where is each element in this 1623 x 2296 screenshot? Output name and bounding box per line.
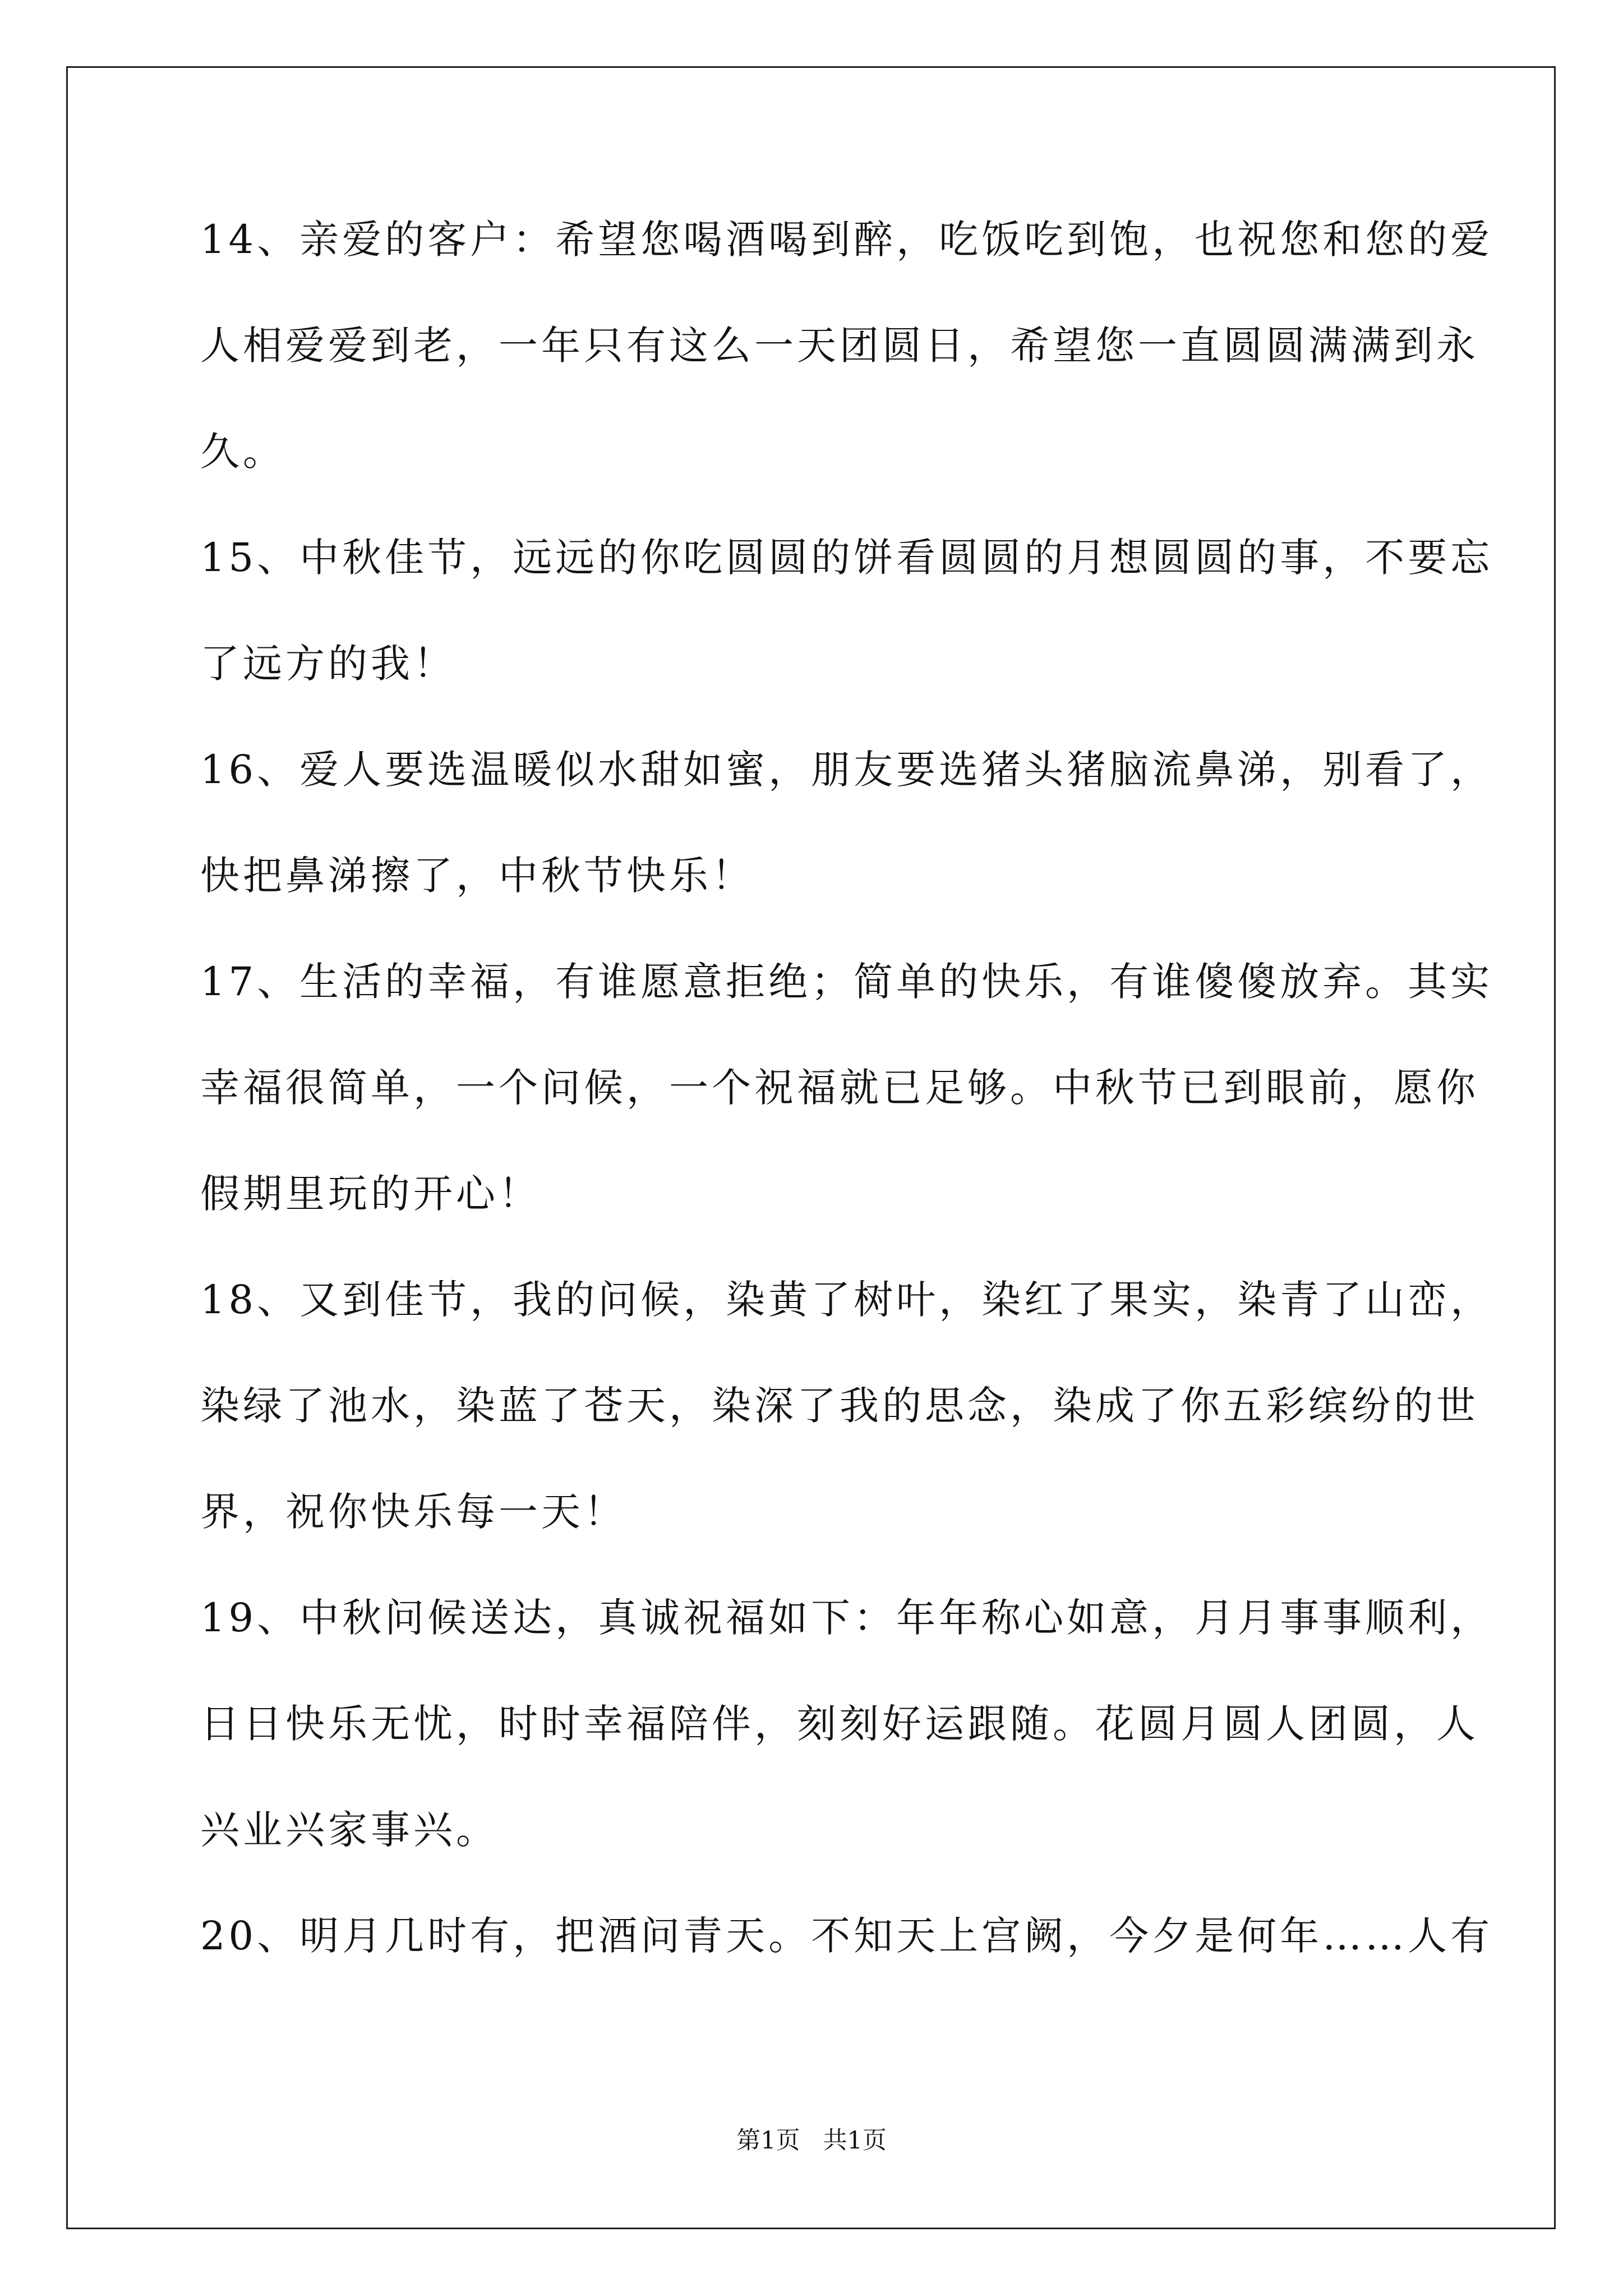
text-line: 14、亲爱的客户：希望您喝酒喝到醉，吃饭吃到饱，也祝您和您的爱 bbox=[200, 217, 1493, 263]
text-line: 界，祝你快乐每一天！ bbox=[200, 1489, 626, 1535]
text-line: 18、又到佳节，我的问候，染黄了树叶，染红了果实，染青了山峦， bbox=[200, 1277, 1493, 1323]
text-line: 久。 bbox=[200, 429, 285, 475]
text-line: 19、中秋问候送达，真诚祝福如下：年年称心如意，月月事事顺利， bbox=[200, 1595, 1493, 1641]
text-line: 快把鼻涕擦了，中秋节快乐！ bbox=[200, 853, 754, 899]
document-body bbox=[200, 217, 1493, 2022]
text-line: 15、中秋佳节，远远的你吃圆圆的饼看圆圆的月想圆圆的事，不要忘 bbox=[200, 535, 1493, 581]
text-line: 日日快乐无忧，时时幸福陪伴，刻刻好运跟随。花圆月圆人团圆，人 bbox=[200, 1701, 1479, 1747]
page-number-footer: 第1页 共1页 bbox=[736, 2127, 887, 2155]
text-line: 17、生活的幸福，有谁愿意拒绝；简单的快乐，有谁傻傻放弃。其实 bbox=[200, 959, 1493, 1005]
text-line: 16、爱人要选温暖似水甜如蜜，朋友要选猪头猪脑流鼻涕，别看了， bbox=[200, 747, 1493, 793]
text-line: 染绿了池水，染蓝了苍天，染深了我的思念，染成了你五彩缤纷的世 bbox=[200, 1383, 1479, 1429]
text-line: 兴业兴家事兴。 bbox=[200, 1807, 499, 1853]
text-line: 假期里玩的开心！ bbox=[200, 1171, 541, 1217]
text-line: 20、明月几时有，把酒问青天。不知天上宫阙，今夕是何年……人有 bbox=[200, 1913, 1493, 1959]
text-line: 人相爱爱到老，一年只有这么一天团圆日，希望您一直圆圆满满到永 bbox=[200, 323, 1479, 369]
text-line: 了远方的我！ bbox=[200, 641, 456, 687]
text-line: 幸福很简单，一个问候，一个祝福就已足够。中秋节已到眼前，愿你 bbox=[200, 1065, 1479, 1111]
